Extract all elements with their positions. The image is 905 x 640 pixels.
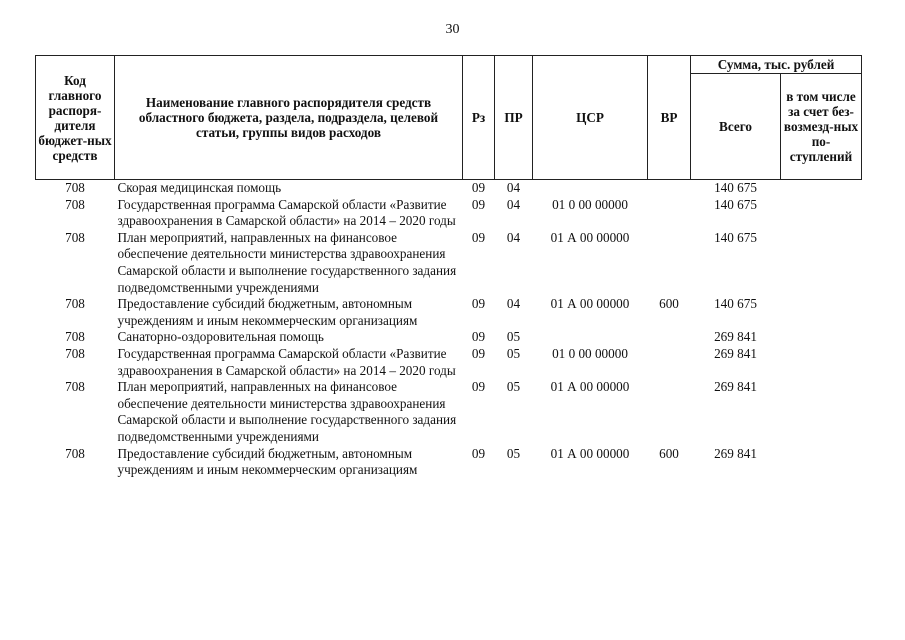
cell-pr: 05 [506,329,521,345]
cell-code: 708 [65,196,85,212]
cell-pr: 04 [506,229,521,245]
cell-total: 269 841 [714,329,757,345]
cell-name: Предоставление субсидий бюджетным, автономным учреждениям и иным некоммерческим организациям [117,445,418,478]
table-row [36,446,862,479]
cell-gratis [781,329,862,346]
header-csr: ЦСР [533,56,648,180]
cell-csr [533,180,648,197]
cell-gratis [781,379,862,445]
header-rz: Рз [463,56,495,180]
page-number: 30 [445,22,460,37]
cell-total: 140 675 [714,229,757,245]
cell-total: 269 841 [714,379,757,395]
cell-rz: 09 [471,345,486,361]
cell-name: Скорая медицинская помощь [117,180,282,195]
header-pr: ПР [495,56,533,180]
table-header [36,56,862,180]
header-total: Всего [691,74,781,180]
cell-gratis [781,230,862,296]
header-gratis: в том числе за счет без-возмезд-ных по-ступлений [781,74,862,180]
cell-rz: 09 [471,329,486,345]
cell-total: 140 675 [714,180,757,195]
cell-code: 708 [65,296,85,312]
cell-pr: 04 [506,296,521,312]
cell-code: 708 [65,445,85,461]
cell-name: Государственная программа Самарской области «Развитие здравоохранения в Самарской области» на 2014 – 2020 годы [117,345,456,378]
cell-vr [648,180,691,197]
cell-csr [533,329,648,346]
cell-rz: 09 [471,180,486,195]
cell-name: План мероприятий, направленных на финансовое обеспечение деятельности министерства здравоохранения Самарской области и выполнение государственного задания подведомственными учреждениями [117,379,457,444]
cell-vr [648,197,691,230]
cell-rz: 09 [471,229,486,245]
table-row [36,197,862,230]
cell-pr: 05 [506,445,521,461]
table-body [36,180,862,479]
cell-total: 269 841 [714,345,757,361]
cell-rz: 09 [471,445,486,461]
cell-rz: 09 [471,379,486,395]
cell-name: Предоставление субсидий бюджетным, автономным учреждениям и иным некоммерческим организациям [117,296,418,328]
header-vr: ВР [648,56,691,180]
cell-name: Государственная программа Самарской области «Развитие здравоохранения в Самарской области» на 2014 – 2020 годы [117,196,456,229]
cell-rz: 09 [471,296,486,312]
cell-code: 708 [65,180,85,195]
cell-pr: 04 [506,196,521,212]
cell-total: 269 841 [714,445,757,461]
cell-gratis [781,180,862,197]
cell-gratis [781,197,862,230]
cell-pr: 05 [506,345,521,361]
cell-vr: 600 [659,445,679,461]
cell-total: 140 675 [714,196,757,212]
table-row [36,180,862,197]
header-code: Код главного распоря-дителя бюджет-ных средств [36,56,115,180]
cell-vr [648,379,691,445]
cell-pr: 04 [506,180,521,195]
table-row [36,329,862,346]
cell-gratis [781,296,862,329]
header-sum: Сумма, тыс. рублей [691,56,862,74]
table-row [36,230,862,296]
cell-vr [648,230,691,296]
cell-rz: 09 [471,196,486,212]
cell-code: 708 [65,229,85,245]
cell-code: 708 [65,345,85,361]
budget-table [35,55,862,479]
cell-csr: 01 А 00 00000 [550,379,630,395]
table-row [36,379,862,445]
cell-total: 140 675 [714,296,757,312]
cell-name: Санаторно-оздоровительная помощь [117,329,324,345]
cell-pr: 05 [506,379,521,395]
cell-vr [648,346,691,379]
cell-gratis [781,446,862,479]
cell-code: 708 [65,329,85,345]
header-name: Наименование главного распорядителя средств областного бюджета, раздела, подраздела, целевой статьи, группы видов расходов [115,56,463,180]
cell-code: 708 [65,379,85,395]
table-row [36,346,862,379]
cell-name: План мероприятий, направленных на финансовое обеспечение деятельности министерства здравоохранения Самарской области и выполнение государственного задания подведомственными учреждениями [117,229,457,295]
table-row [36,296,862,329]
cell-vr: 600 [659,296,679,312]
cell-csr: 01 0 00 00000 [552,345,628,361]
cell-csr: 01 0 00 00000 [552,196,628,212]
cell-vr [648,329,691,346]
cell-gratis [781,346,862,379]
cell-csr: 01 А 00 00000 [550,296,630,312]
cell-csr: 01 А 00 00000 [550,445,630,461]
cell-csr: 01 А 00 00000 [550,229,630,245]
